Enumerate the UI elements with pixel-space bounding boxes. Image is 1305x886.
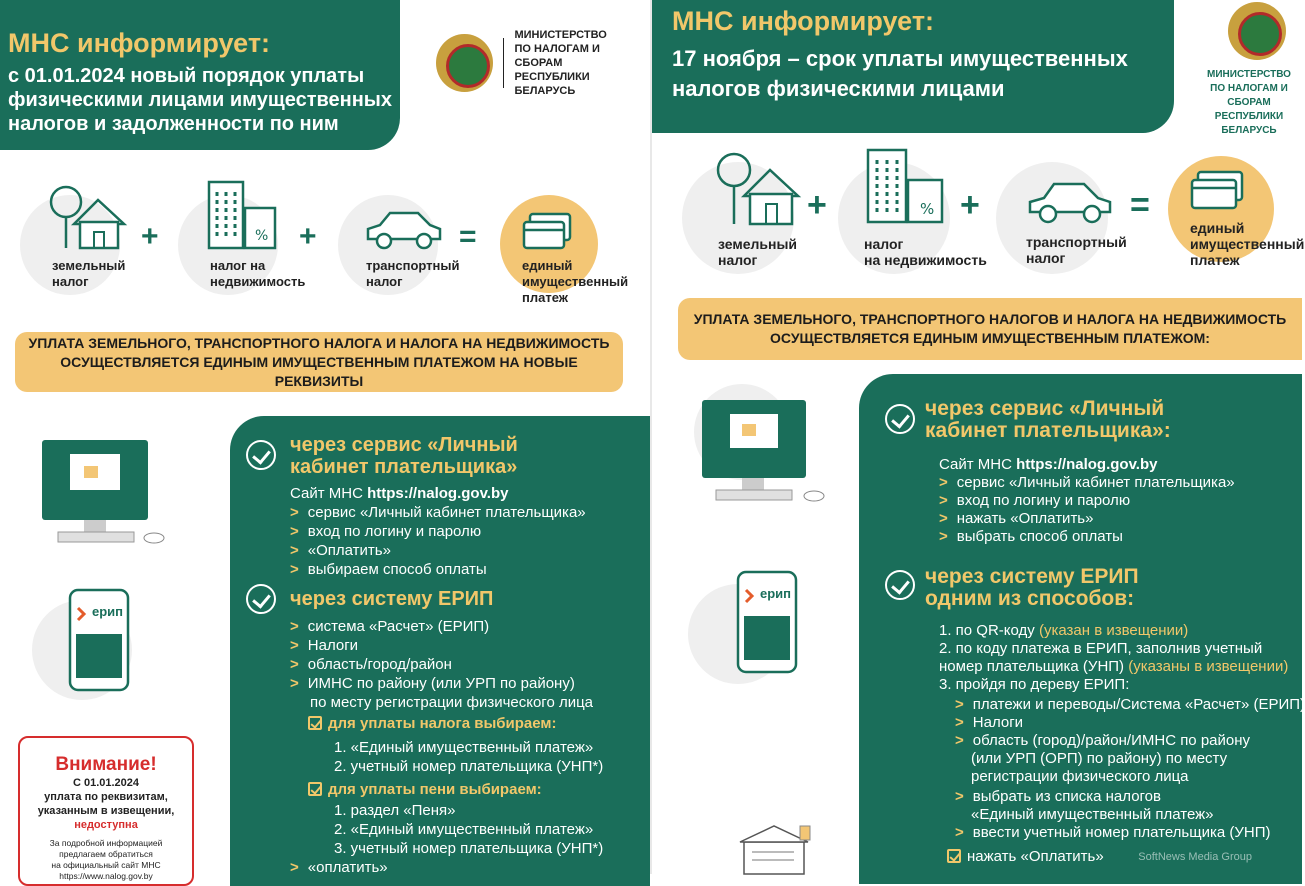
list-item: > выбрать способ оплаты: [939, 528, 1123, 546]
tax-label-line: имущественный: [522, 274, 629, 289]
tax-label-line: единый: [1190, 220, 1245, 236]
tax-label-line: налог: [1026, 250, 1066, 266]
plus-icon: +: [960, 186, 980, 224]
check-circle-icon: [885, 404, 915, 434]
left-header: [0, 0, 400, 150]
attention-box: [18, 736, 194, 886]
tax-label-line: платеж: [1190, 252, 1240, 268]
site-label: Сайт МНС: [290, 485, 363, 502]
wallet-icon: [1190, 170, 1248, 212]
section-title-line: одним из способов:: [925, 587, 1135, 610]
ministry-line: МИНИСТЕРСТВО: [1207, 69, 1291, 80]
list-item: > нажать «Оплатить»: [939, 510, 1093, 528]
list-item: 1. раздел «Пеня»: [334, 802, 456, 819]
method-code-cont: [939, 658, 1288, 676]
tax-label-line: единый: [522, 258, 573, 273]
car-icon: [362, 205, 446, 251]
tax-label-line: транспортный: [366, 258, 460, 273]
left-header-subtitle: [8, 64, 392, 136]
transport-tax-label: [366, 258, 460, 290]
tax-label-line: земельный: [52, 258, 126, 273]
tax-label-line: налог: [864, 236, 904, 252]
right-infographic: [650, 0, 1305, 874]
list-item: > сервис «Личный кабинет плательщика»: [939, 474, 1235, 492]
ministry-line: РЕСПУБЛИКИ БЕЛАРУСЬ: [514, 71, 590, 97]
tax-pay-title: для уплаты налога выбираем:: [328, 715, 557, 732]
notice-line: УПЛАТА ЗЕМЕЛЬНОГО, ТРАНСПОРТНОГО НАЛОГА И НАЛОГА НА НЕДВИЖИМОСТЬ: [28, 334, 610, 351]
list-item: > система «Расчет» (ЕРИП): [290, 617, 489, 636]
tax-pay-heading: [308, 714, 556, 733]
list-item: > сервис «Личный кабинет плательщика»: [290, 503, 586, 522]
watermark: SoftNews Media Group: [1138, 851, 1252, 863]
notice-line: ОСУЩЕСТВЛЯЕТСЯ ЕДИНЫМ ИМУЩЕСТВЕННЫМ ПЛАТЕЖОМ:: [770, 330, 1210, 346]
section-title-line: через сервис «Личный: [290, 434, 518, 456]
computer-icon: [40, 432, 170, 550]
list-item: > область/город/район: [290, 655, 452, 674]
fine-pay-heading: [308, 780, 542, 799]
left-header-sub-line: физическими лицами имущественных: [8, 89, 393, 111]
method-qr: [939, 622, 1188, 640]
right-s2-title: [925, 566, 1139, 610]
tax-label-line: недвижимость: [210, 274, 306, 289]
tax-label-line: налог на: [210, 258, 266, 273]
left-infographic: [0, 0, 650, 881]
left-header-sub-line: с 01.01.2024 новый порядок уплаты: [8, 65, 365, 87]
list-item: 3. учетный номер плательщика (УНП*): [334, 840, 604, 857]
list-item-continuation: «Единый имущественный платеж»: [971, 806, 1214, 823]
land-tax-label: [718, 236, 797, 268]
left-s2-title: через систему ЕРИП: [290, 588, 494, 610]
buildings-icon: [864, 146, 952, 226]
right-header-sub-line: 17 ноября – срок уплаты имущественных: [672, 46, 1128, 71]
plus-icon: +: [807, 186, 827, 224]
list-item: > «Оплатить»: [290, 541, 391, 560]
left-header-sub-line: налогов и задолженности по ним: [8, 113, 339, 135]
final-step: [947, 848, 1104, 866]
equals-icon: =: [459, 220, 477, 253]
section-title-line: кабинет плательщика»: [290, 456, 518, 478]
list-item: > вход по логину и паролю: [939, 492, 1130, 510]
checkbox-icon: [308, 716, 322, 730]
right-header-subtitle: [672, 44, 1128, 104]
property-tax-label: [864, 236, 987, 268]
attention-line: уплата по реквизитам,: [44, 791, 168, 803]
fine-pay-title: для уплаты пени выбираем:: [328, 781, 542, 798]
list-item: > выбираем способ оплаты: [290, 560, 487, 579]
right-header-sub-line: налогов физическими лицами: [672, 76, 1005, 101]
attention-small-line: предлагаем обратиться: [59, 849, 153, 859]
right-s1-title: [925, 398, 1171, 442]
tax-label-line: транспортный: [1026, 234, 1127, 250]
checkbox-icon: [308, 782, 322, 796]
attention-small: [20, 838, 192, 882]
list-item: > выбрать из списка налогов: [955, 788, 1161, 806]
section-title-line: через систему ЕРИП: [925, 565, 1139, 588]
buildings-icon: [205, 178, 285, 250]
checkbox-icon: [947, 849, 961, 863]
left-header-title: МНС информирует:: [8, 28, 271, 58]
site-label: Сайт МНС: [939, 456, 1012, 473]
left-site-line: [290, 484, 508, 503]
land-tax-label: [52, 258, 125, 290]
tax-label-line: платеж: [522, 290, 568, 305]
house-icon: [48, 172, 128, 252]
list-item: > вход по логину и паролю: [290, 522, 481, 541]
check-circle-icon: [885, 570, 915, 600]
list-item: > ввести учетный номер плательщика (УНП): [955, 824, 1270, 842]
tax-label-line: имущественный: [1190, 236, 1305, 252]
left-ministry-text: [514, 28, 650, 98]
plus-icon: +: [141, 220, 159, 253]
right-site-line: [939, 456, 1157, 474]
single-payment-label: [522, 258, 628, 306]
emblem-icon: [1228, 2, 1286, 60]
right-ministry-text: [1198, 68, 1300, 138]
left-payment-steps: [230, 416, 650, 886]
method-tree: 3. пройдя по дереву ЕРИП:: [939, 676, 1130, 693]
tax-label-line: налог: [52, 274, 89, 289]
method-text: номер плательщика (УНП): [939, 658, 1125, 675]
document-icon: [714, 820, 824, 874]
ministry-line: РЕСПУБЛИКИ БЕЛАРУСЬ: [1214, 111, 1284, 136]
plus-icon: +: [299, 220, 317, 253]
right-header-title: МНС информирует:: [672, 6, 935, 36]
final-step-text: нажать «Оплатить»: [967, 848, 1104, 865]
method-code: 2. по коду платежа в ЕРИП, заполнив учетный: [939, 640, 1263, 657]
tax-label-line: на недвижимость: [864, 252, 987, 268]
transport-tax-label: [1026, 234, 1127, 266]
right-payment-steps: [859, 374, 1305, 884]
list-item: 1. «Единый имущественный платеж»: [334, 739, 594, 756]
property-tax-label: [210, 258, 305, 290]
right-ministry-logo: [1207, 2, 1300, 138]
method-note: (указан в извещении): [1038, 622, 1189, 639]
site-url-link[interactable]: https://nalog.gov.by: [367, 485, 509, 502]
list-item: > область (город)/район/ИМНС по району: [955, 732, 1250, 750]
computer-icon: [700, 394, 830, 510]
list-item-continuation: (или УРП (ОРП) по району) по месту: [971, 750, 1228, 767]
left-ministry-logo: [436, 28, 650, 98]
section-title-line: кабинет плательщика»:: [925, 419, 1171, 442]
attention-red-word: недоступна: [74, 819, 138, 831]
method-note: (указаны в извещении): [1128, 658, 1289, 675]
attention-title: Внимание!: [55, 754, 157, 775]
attention-small-line: https://www.nalog.gov.by: [59, 871, 153, 881]
ministry-line: ПО НАЛОГАМ И СБОРАМ: [1210, 83, 1288, 108]
svg-text:%: %: [920, 200, 935, 218]
erip-logo-text: ерип: [92, 604, 124, 619]
single-payment-label: [1190, 220, 1304, 268]
right-notice-banner: [678, 298, 1302, 360]
erip-logo-text: ерип: [760, 586, 792, 601]
attention-line: указанным в извещении,: [37, 805, 175, 817]
list-item: > платежи и переводы/Система «Расчет» (ЕРИП): [955, 696, 1305, 714]
left-notice-banner: [15, 332, 623, 392]
list-item: 2. «Единый имущественный платеж»: [334, 821, 594, 838]
tax-label-line: налог: [366, 274, 403, 289]
list-item: > Налоги: [290, 636, 358, 655]
ministry-line: ПО НАЛОГАМ И СБОРАМ: [514, 43, 600, 69]
emblem-icon: [436, 34, 493, 92]
list-item-continuation: регистрации физического лица: [971, 768, 1189, 785]
wallet-icon: [522, 212, 576, 252]
notice-line: ОСУЩЕСТВЛЯЕТСЯ ЕДИНЫМ ИМУЩЕСТВЕННЫМ ПЛАТЕЖОМ НА НОВЫЕ РЕКВИЗИТЫ: [60, 353, 578, 389]
attention-small-line: на официальный сайт МНС: [51, 860, 161, 870]
left-s1-title: [290, 434, 518, 478]
ministry-line: МИНИСТЕРСТВО: [514, 29, 607, 41]
check-circle-icon: [246, 440, 276, 470]
attention-line: С 01.01.2024: [72, 777, 140, 789]
svg-text:%: %: [255, 228, 269, 244]
tax-label-line: налог: [718, 252, 758, 268]
tax-label-line: земельный: [718, 236, 798, 252]
list-item: > Налоги: [955, 714, 1023, 732]
car-icon: [1024, 176, 1116, 226]
list-item: > «оплатить»: [290, 858, 388, 877]
list-item: 2. учетный номер плательщика (УНП*): [334, 758, 604, 775]
site-url-link[interactable]: https://nalog.gov.by: [1016, 456, 1158, 473]
method-text: 1. по QR-коду: [939, 622, 1035, 639]
notice-line: УПЛАТА ЗЕМЕЛЬНОГО, ТРАНСПОРТНОГО НАЛОГОВ И НАЛОГА НА НЕДВИЖИМОСТЬ: [693, 311, 1287, 327]
section-title-line: через сервис «Личный: [925, 397, 1165, 420]
attention-small-line: За подробной информацией: [49, 838, 163, 848]
list-item: > ИМНС по району (или УРП по району): [290, 674, 575, 693]
right-header: [652, 0, 1174, 133]
check-circle-icon: [246, 584, 276, 614]
equals-icon: =: [1130, 186, 1150, 224]
house-icon: [716, 140, 802, 226]
list-item-continuation: по месту регистрации физического лица: [310, 694, 594, 711]
